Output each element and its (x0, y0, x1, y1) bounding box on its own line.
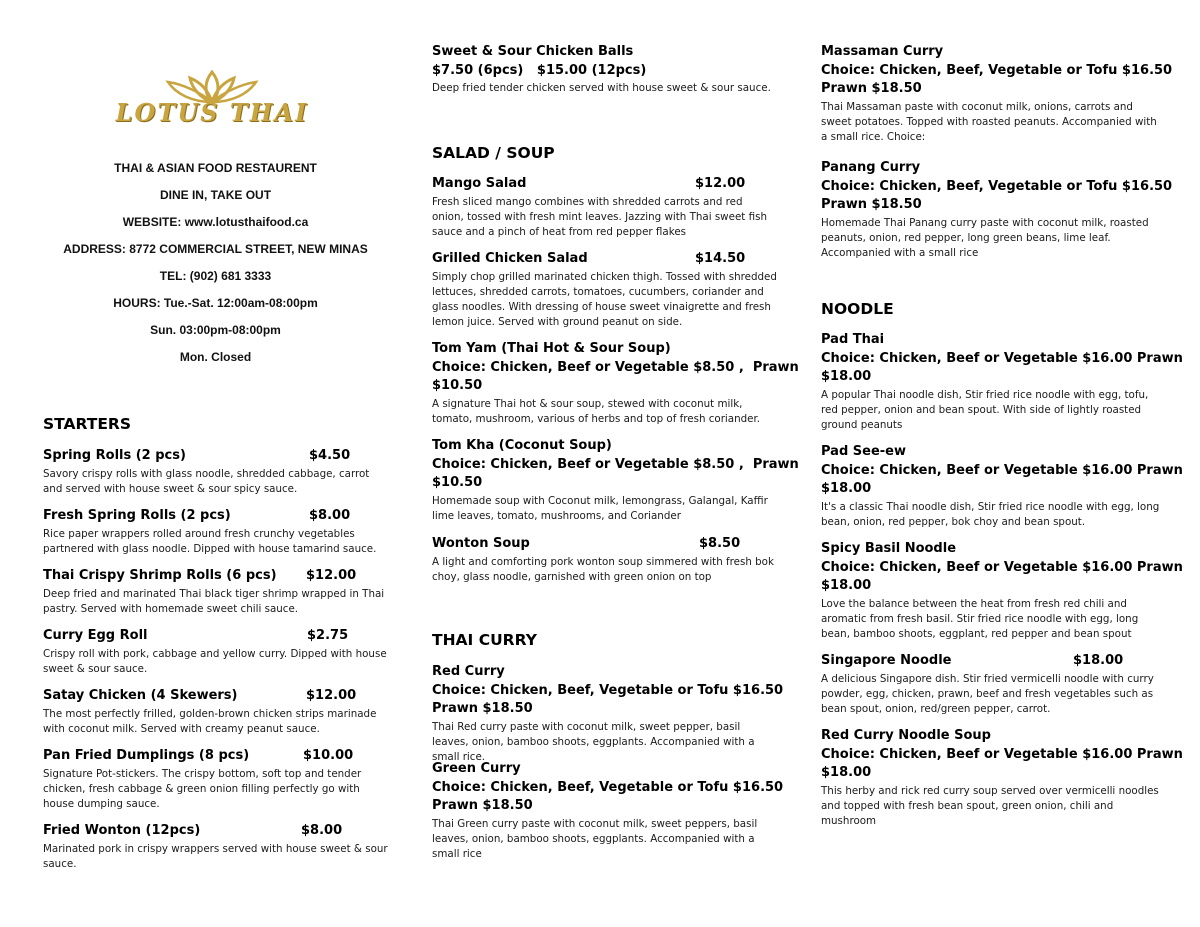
item-price: $4.50 (309, 448, 351, 463)
item-description: The most perfectly frilled, golden-brown chicken strips marinade with coconut milk. Served with creamy peanut sauce. (43, 707, 377, 735)
menu-item (432, 437, 799, 524)
item-price: $14.50 (695, 251, 746, 266)
menu-item (43, 507, 388, 557)
item-name: Fresh Spring Rolls (2 pcs) (43, 508, 231, 523)
menu-item (432, 250, 777, 330)
item-price: $12.00 (695, 176, 746, 191)
item-description: It's a classic Thai noodle dish, Stir fried rice noodle with egg, long bean, onion, red pepper, bok choy and bean spout. (821, 500, 1160, 528)
item-name: Satay Chicken (4 Skewers) (43, 688, 238, 703)
menu-item (43, 822, 388, 872)
item-choice: Choice: Chicken, Beef, Vegetable or Tofu $16.50 (821, 178, 1173, 194)
item-description: A popular Thai noodle dish, Stir fried rice noodle with egg, tofu, red pepper, onion and bean spout. With side of lightly roasted ground peanuts (821, 388, 1149, 431)
noodle-heading: NOODLE (821, 300, 894, 318)
item-choice: Choice: Chicken, Beef, Vegetable or Tofu $16.50 (821, 62, 1173, 78)
item-price: $2.75 (307, 628, 349, 643)
item-description: Thai Red curry paste with coconut milk, sweet pepper, basil leaves, onion, bamboo shoots, eggplants. Accompanied with a small rice. (432, 720, 755, 763)
item-choice: Choice: Chicken, Beef or Vegetable $8.50 , Prawn (432, 359, 799, 375)
item-prawn-price: $18.00 (821, 481, 872, 496)
item-description: A delicious Singapore dish. Stir fried vermicelli noodle with curry powder, egg, chicken, prawn, beef and fresh vegetables such as bean spout, onion, red/green pepper, carrot. (821, 672, 1154, 715)
item-name: Red Curry (432, 664, 505, 679)
menu-item (432, 535, 777, 585)
item-prawn-price: $10.50 (432, 378, 483, 393)
item-description: Marinated pork in crispy wrappers served with house sweet & sour sauce. (43, 842, 388, 870)
menu-item (43, 687, 388, 737)
item-description: Homemade Thai Panang curry paste with coconut milk, roasted peanuts, onion, red pepper, long green beans, lime leaf. Accompanied with a small rice (821, 216, 1149, 259)
item-price: $8.00 (301, 823, 343, 838)
menu-item (43, 747, 388, 812)
item-description: Deep fried tender chicken served with house sweet & sour sauce. (432, 82, 771, 94)
item-name: Pad See-ew (821, 444, 907, 459)
item-name: Tom Yam (Thai Hot & Sour Soup) (432, 341, 671, 356)
item-prawn-price: Prawn $18.50 (821, 81, 922, 96)
menu-item (432, 340, 799, 427)
item-price: $8.00 (309, 508, 351, 523)
item-name: Sweet & Sour Chicken Balls (432, 44, 634, 59)
item-prawn-price: $18.00 (821, 578, 872, 593)
item-choice: Choice: Chicken, Beef or Vegetable $16.00 Prawn (821, 462, 1183, 478)
menu-item (821, 727, 1183, 829)
item-choice: Choice: Chicken, Beef or Vegetable $16.00 Prawn (821, 350, 1183, 366)
item-description: Deep fried and marinated Thai black tiger shrimp wrapped in Thai pastry. Served with homemade sweet chili sauce. (43, 587, 385, 615)
item-description: A signature Thai hot & sour soup, stewed with coconut milk, tomato, mushroom, various of herbs and top of fresh coriander. (432, 397, 761, 425)
item-description: Rice paper wrappers rolled around fresh crunchy vegetables partnered with glass noodle. Dipped with house tamarind sauce. (43, 527, 377, 555)
salad-soup-heading: SALAD / SOUP (432, 144, 555, 162)
item-name: Pad Thai (821, 332, 885, 347)
item-choice: Choice: Chicken, Beef, Vegetable or Tofu $16.50 (432, 779, 784, 795)
item-choice: Choice: Chicken, Beef or Vegetable $16.00 Prawn (821, 746, 1183, 762)
item-description: This herby and rick red curry soup served over vermicelli noodles and topped with fresh bean spout, green onion, chili and mushroom (821, 784, 1159, 827)
item-price: $12.00 (306, 568, 357, 583)
service-options: DINE IN, TAKE OUT (159, 188, 272, 202)
item-name: Thai Crispy Shrimp Rolls (6 pcs) (43, 568, 277, 583)
menu-item (432, 175, 777, 240)
item-name: Massaman Curry (821, 44, 944, 59)
item-name: Tom Kha (Coconut Soup) (432, 438, 612, 453)
item-name: Grilled Chicken Salad (432, 251, 588, 266)
item-prawn-price: Prawn $18.50 (432, 798, 533, 813)
item-description: Thai Green curry paste with coconut milk, sweet peppers, basil leaves, onion, bamboo shoots, eggplants. Accompanied with a small rice (432, 817, 758, 860)
website-text: WEBSITE: www.lotusthaifood.ca (122, 215, 309, 229)
menu-item (821, 159, 1173, 261)
thai-curry-heading: THAI CURRY (432, 631, 537, 649)
menu-item (821, 652, 1161, 717)
menu-item (43, 567, 388, 617)
menu-item (821, 43, 1173, 145)
item-name: Red Curry Noodle Soup (821, 728, 991, 743)
item-prawn-price: $10.50 (432, 475, 483, 490)
item-description: A light and comforting pork wonton soup simmered with fresh bok choy, glass noodle, garnished with green onion on top (432, 555, 774, 583)
sunday-hours: Sun. 03:00pm-08:00pm (150, 323, 281, 337)
item-choice: Choice: Chicken, Beef, Vegetable or Tofu $16.50 (432, 682, 784, 698)
item-name: Fried Wonton (12pcs) (43, 823, 201, 838)
menu-item (432, 43, 777, 96)
item-price: $8.50 (699, 536, 741, 551)
item-choice: Choice: Chicken, Beef or Vegetable $16.00 Prawn (821, 559, 1183, 575)
item-prawn-price: Prawn $18.50 (432, 701, 533, 716)
menu-item (821, 540, 1183, 642)
restaurant-logo (112, 70, 312, 130)
address-text: ADDRESS: 8772 COMMERCIAL STREET, NEW MINAS (63, 242, 368, 256)
menu-item (43, 447, 388, 497)
item-name: Spring Rolls (2 pcs) (43, 448, 186, 463)
item-name: Singapore Noodle (821, 653, 952, 668)
restaurant-type: THAI & ASIAN FOOD RESTAURENT (114, 161, 317, 175)
item-name: Curry Egg Roll (43, 628, 148, 643)
item-name: Wonton Soup (432, 536, 530, 551)
item-price: $7.50 (6pcs) $15.00 (12pcs) (432, 62, 647, 78)
item-description: Homemade soup with Coconut milk, lemongrass, Galangal, Kaffir lime leaves, tomato, mushrooms, and Coriander (432, 494, 768, 522)
item-description: Signature Pot-stickers. The crispy bottom, soft top and tender chicken, fresh cabbage & green onion filling perfectly go with house dumping sauce. (43, 767, 362, 810)
item-description: Love the balance between the heat from fresh red chili and aromatic from fresh basil. Stir fried rice noodle with egg, long bean, bamboo shoots, eggplant, red pepper and bean spout (821, 597, 1139, 640)
item-name: Green Curry (432, 761, 521, 776)
item-description: Thai Massaman paste with coconut milk, onions, carrots and sweet potatoes. Topped with roasted peanuts. Accompanied with a small rice. Choice: (821, 100, 1157, 143)
hours-text: HOURS: Tue.-Sat. 12:00am-08:00pm (113, 296, 318, 310)
phone-text: TEL: (902) 681 3333 (159, 269, 272, 283)
item-choice: Choice: Chicken, Beef or Vegetable $8.50 , Prawn (432, 456, 799, 472)
item-description: Crispy roll with pork, cabbage and yellow curry. Dipped with house sweet & sour sauce. (43, 647, 387, 675)
item-name: Pan Fried Dumplings (8 pcs) (43, 748, 250, 763)
item-description: Savory crispy rolls with glass noodle, shredded cabbage, carrot and served with house sweet & sour spicy sauce. (43, 467, 370, 495)
item-name: Panang Curry (821, 160, 921, 175)
menu-item (43, 627, 388, 677)
item-price: $18.00 (1073, 653, 1124, 668)
item-description: Simply chop grilled marinated chicken thigh. Tossed with shredded lettuces, shredded carrots, tomatoes, cucumbers, coriander and glass noodles. With dressing of house sweet vinaigrette and fresh lemon juice. Served with ground peanut on side. (432, 270, 777, 328)
menu-item (821, 443, 1183, 530)
starters-heading: STARTERS (43, 415, 132, 433)
item-price: $10.00 (303, 748, 354, 763)
logo-wordmark: LOTUS THAI (115, 98, 309, 127)
monday-hours: Mon. Closed (179, 350, 252, 364)
item-name: Mango Salad (432, 176, 527, 191)
menu-item (432, 760, 784, 862)
menu-item (821, 331, 1183, 433)
item-prawn-price: Prawn $18.50 (821, 197, 922, 212)
item-prawn-price: $18.00 (821, 369, 872, 384)
menu-item (432, 663, 784, 765)
item-prawn-price: $18.00 (821, 765, 872, 780)
item-name: Spicy Basil Noodle (821, 541, 957, 556)
item-price: $12.00 (306, 688, 357, 703)
item-description: Fresh sliced mango combines with shredded carrots and red onion, tossed with fresh mint leaves. Jazzing with Thai sweet fish sauce and a pinch of heat from red pepper flakes (432, 195, 767, 238)
